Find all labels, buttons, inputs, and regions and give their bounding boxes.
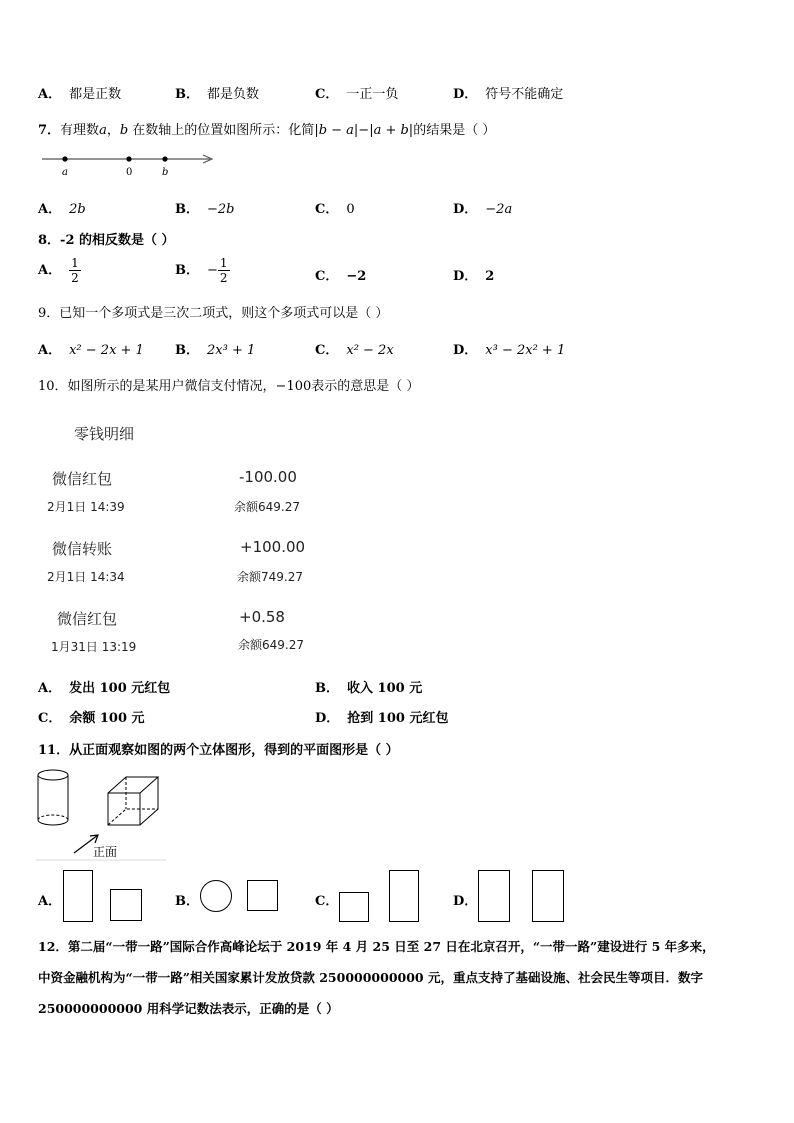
option-text: 收入 100 元 (347, 681, 423, 696)
label-zero: 0 (126, 167, 133, 178)
option-label: C． (315, 894, 339, 909)
q7-stem-after: 的结果是（ ） (413, 123, 496, 138)
entry-amount: +0.58 (239, 608, 285, 626)
entry-amount: -100.00 (239, 468, 297, 486)
square-shape (110, 889, 142, 921)
q6-option-a (38, 83, 121, 102)
option-label: B． (175, 894, 199, 909)
front-label: 正面 (93, 845, 118, 859)
q7-stem-before: 有理数 (60, 123, 100, 138)
q10-stem-before: 10．如图所示的是某用户微信支付情况， (38, 379, 276, 394)
entry-date: 2月1日 14:39 (47, 500, 125, 514)
point-b (162, 156, 167, 161)
numerator: 1 (71, 256, 79, 270)
fraction (218, 257, 230, 284)
q7-sep: ， (106, 123, 120, 138)
entry-amount: +100.00 (240, 538, 306, 556)
rectangle-shape (63, 870, 93, 922)
option-text: 都是负数 (207, 87, 260, 102)
option-label: A． (38, 87, 62, 102)
option-label: B． (175, 263, 199, 278)
q7-option-c (315, 198, 355, 217)
option-text: 发出 100 元红包 (69, 681, 171, 696)
q10-option-c (38, 707, 145, 726)
option-label: B． (175, 202, 199, 217)
cylinder-top (38, 770, 68, 780)
numerator: 1 (219, 256, 228, 270)
entry-balance: 余额649.27 (234, 500, 300, 514)
option-text: 2b (69, 202, 86, 217)
option-label: D． (453, 894, 478, 909)
q7-expression: |b − a|−|a + b| (314, 123, 414, 138)
q10-stem (38, 375, 419, 394)
q8-option-c (315, 265, 366, 284)
option-label: A． (38, 681, 62, 696)
var-a: a (99, 123, 107, 138)
circle-shape (200, 880, 232, 912)
q9-option-a (38, 339, 144, 358)
option-label: C． (315, 269, 339, 284)
option-label: B． (175, 87, 199, 102)
q12-line-2: 中资金融机构为“一带一路”相关国家累计发放贷款 250000000000 元，重点支持了基础设施、社会民生等项目．数字 (38, 970, 703, 985)
option-text: 都是正数 (69, 87, 122, 102)
label-b: b (162, 167, 169, 178)
solids-figure (36, 765, 168, 862)
option-label: C． (315, 343, 339, 358)
denominator: 2 (71, 271, 79, 285)
option-text: −2a (485, 202, 513, 217)
cylinder-bottom-back (38, 815, 68, 820)
option-label: D． (453, 343, 478, 358)
option-label: A． (38, 894, 62, 909)
option-label: B． (315, 681, 339, 696)
option-text: 抢到 100 元红包 (347, 711, 449, 726)
q9-option-c (315, 339, 394, 358)
q9-option-d (453, 339, 565, 358)
q7-option-b (175, 198, 235, 217)
square-shape (247, 880, 278, 911)
q7-stem-mid: 在数轴上的位置如图所示：化简 (128, 123, 315, 138)
q6-option-c (315, 83, 398, 102)
option-text: 符号不能确定 (485, 87, 564, 102)
rectangle-shape (478, 870, 510, 922)
q7-option-d (453, 198, 512, 217)
option-text: x² − 2x + 1 (69, 343, 144, 358)
q6-option-d (453, 83, 563, 102)
option-text: 一正一负 (346, 87, 399, 102)
point-zero (126, 156, 131, 161)
entry-date: 2月1日 14:34 (47, 570, 125, 584)
option-label: C． (38, 711, 62, 726)
option-label: A． (38, 343, 62, 358)
option-label: A． (38, 202, 62, 217)
q8-option-d (453, 265, 494, 284)
cube-hidden-edges (108, 809, 158, 825)
q9-option-b (175, 339, 255, 358)
option-text: x³ − 2x² + 1 (485, 343, 566, 358)
entry-type: 微信转账 (52, 540, 113, 558)
q10-value: −100 (275, 379, 312, 394)
q6-option-b (175, 83, 259, 102)
point-a (62, 156, 67, 161)
q8-option-b (175, 257, 230, 284)
q12-line-3: 250000000000 用科学记数法表示，正确的是（ ） (38, 1001, 339, 1016)
entry-balance: 余额649.27 (238, 638, 304, 652)
q8-stem: 8．-2 的相反数是（ ） (38, 233, 175, 248)
option-text: 2x³ + 1 (207, 343, 256, 358)
option-text: x² − 2x (346, 343, 394, 358)
wechat-title: 零钱明细 (74, 425, 135, 443)
entry-type: 微信红包 (57, 610, 118, 628)
cylinder-bottom-front (38, 820, 68, 825)
q8-option-a (38, 257, 81, 284)
option-label: D． (453, 87, 478, 102)
option-text: −2b (207, 202, 235, 217)
question-number: 7． (38, 123, 61, 138)
q7-stem (38, 119, 495, 138)
option-text: 0 (346, 202, 355, 217)
option-label: B． (175, 343, 199, 358)
option-label: D． (453, 202, 478, 217)
q12-line-1: 12．第二届“一带一路”国际合作高峰论坛于 2019 年 4 月 25 日至 27 日在北京召开，“一带一路”建设进行 5 年多来， (38, 939, 715, 954)
option-label: C． (315, 202, 339, 217)
option-label: C． (315, 87, 339, 102)
option-text: 2 (485, 269, 495, 284)
entry-balance: 余额749.27 (237, 570, 303, 584)
rectangle-shape (389, 870, 419, 922)
q7-option-a (38, 198, 86, 217)
rectangle-shape (532, 870, 564, 922)
q10-option-a (38, 677, 170, 696)
minus-sign: − (207, 263, 218, 278)
q10-stem-after: 表示的意思是（ ） (311, 379, 420, 394)
q10-option-b (315, 677, 422, 696)
label-a: a (62, 167, 68, 178)
entry-date: 1月31日 13:19 (51, 640, 137, 654)
option-label: A． (38, 263, 62, 278)
cube-top-face (108, 777, 158, 793)
option-text: 余额 100 元 (69, 711, 145, 726)
entry-type: 微信红包 (52, 470, 113, 488)
number-line-figure (38, 150, 220, 180)
q10-option-d (315, 707, 448, 726)
option-text: −2 (346, 269, 367, 284)
q11-stem: 11．从正面观察如图的两个立体图形，得到的平面图形是（ ） (38, 743, 399, 758)
denominator: 2 (219, 271, 228, 285)
option-label: D． (453, 269, 478, 284)
q9-stem: 9．已知一个多项式是三次二项式，则这个多项式可以是（ ） (38, 306, 389, 321)
var-b: b (119, 123, 129, 138)
option-label: D． (315, 711, 340, 726)
square-shape (339, 892, 369, 922)
fraction (69, 257, 81, 284)
cube-right-face (140, 777, 158, 825)
